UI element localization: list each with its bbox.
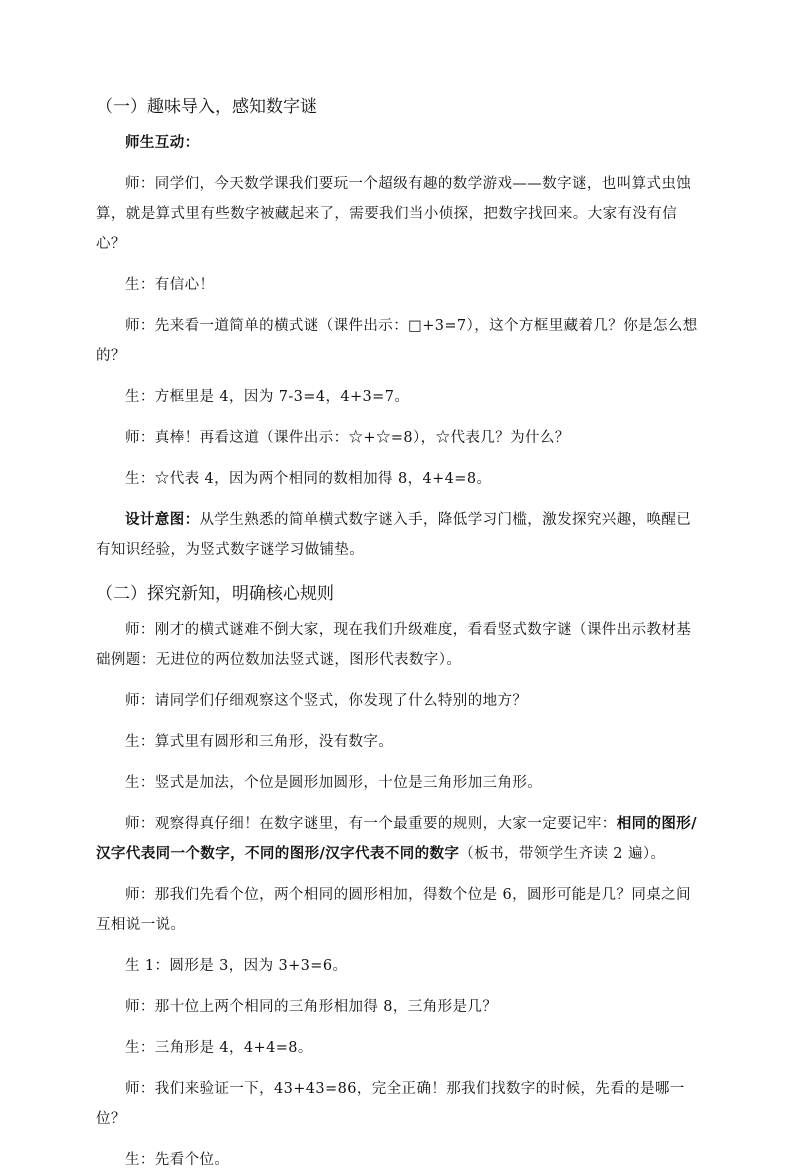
paragraph: 生 1：圆形是 3，因为 3+3=6。 bbox=[125, 958, 348, 974]
paragraph: 生：方框里是 4，因为 7-3=4，4+3=7。 bbox=[125, 389, 410, 405]
design-intent-text: 从学生熟悉的简单横式数字谜入手，降低学习门槛，激发探究兴趣，唤醒已有知识经验，为竖式数字谜学习做铺垫。 bbox=[96, 512, 692, 558]
paragraph: 生：竖式是加法，个位是圆形加圆形，十位是三角形加三角形。 bbox=[125, 775, 543, 791]
paragraph: 生：三角形是 4，4+4=8。 bbox=[125, 1040, 313, 1056]
paragraph: 师：请同学们仔细观察这个竖式，你发现了什么特别的地方？ bbox=[125, 693, 528, 709]
paragraph: 师：同学们，今天数学课我们要玩一个超级有趣的数学游戏——数字谜，也叫算式虫蚀算，就是算式里有些数字被藏起来了，需要我们当小侦探，把数字找回来。大家有没有信心？ bbox=[96, 176, 692, 252]
design-intent-paragraph bbox=[96, 505, 700, 565]
interaction-label-text: 师生互动： bbox=[125, 134, 200, 151]
document-page bbox=[96, 92, 700, 1175]
paragraph: 师：那我们先看个位，两个相同的圆形相加，得数个位是 6，圆形可能是几？同桌之间互相说一说。 bbox=[96, 887, 691, 933]
section-heading-1: （一）趣味导入，感知数字谜 bbox=[96, 97, 317, 117]
paragraph: 师：我们来验证一下，43+43=86，完全正确！那我们找数字的时候，先看的是哪一位？ bbox=[96, 1081, 685, 1127]
paragraph: 生：☆代表 4，因为两个相同的数相加得 8，4+4=8。 bbox=[125, 471, 492, 487]
paragraph: 生：先看个位。 bbox=[125, 1152, 230, 1168]
paragraph: 生：算式里有圆形和三角形，没有数字。 bbox=[125, 734, 394, 750]
section-heading-2: （二）探究新知，明确核心规则 bbox=[96, 584, 334, 604]
rule-bold: 相同的图形/汉字代表同一个数字，不同的图形/汉字代表不同的数字 bbox=[96, 815, 697, 862]
paragraph: 师：那十位上两个相同的三角形相加得 8，三角形是几？ bbox=[125, 999, 498, 1015]
rule-suffix: （板书，带领学生齐读 2 遍）。 bbox=[459, 846, 666, 862]
paragraph: 师：真棒！再看这道（课件出示：☆+☆=8），☆代表几？为什么？ bbox=[125, 430, 570, 446]
paragraph: 师：先来看一道简单的横式谜（课件出示：□+3=7），这个方框里藏着几？你是怎么想的？ bbox=[96, 318, 698, 364]
design-intent-label: 设计意图： bbox=[125, 511, 200, 528]
rule-prefix: 师：观察得真仔细！在数字谜里，有一个最重要的规则，大家一定要记牢： bbox=[125, 816, 617, 832]
paragraph: 师：刚才的横式谜难不倒大家，现在我们升级难度，看看竖式数字谜（课件出示教材基础例题：无进位的两位数加法竖式谜，图形代表数字）。 bbox=[96, 622, 692, 668]
interaction-label bbox=[96, 128, 700, 158]
rule-paragraph bbox=[96, 809, 700, 869]
paragraph: 生：有信心！ bbox=[125, 277, 215, 293]
